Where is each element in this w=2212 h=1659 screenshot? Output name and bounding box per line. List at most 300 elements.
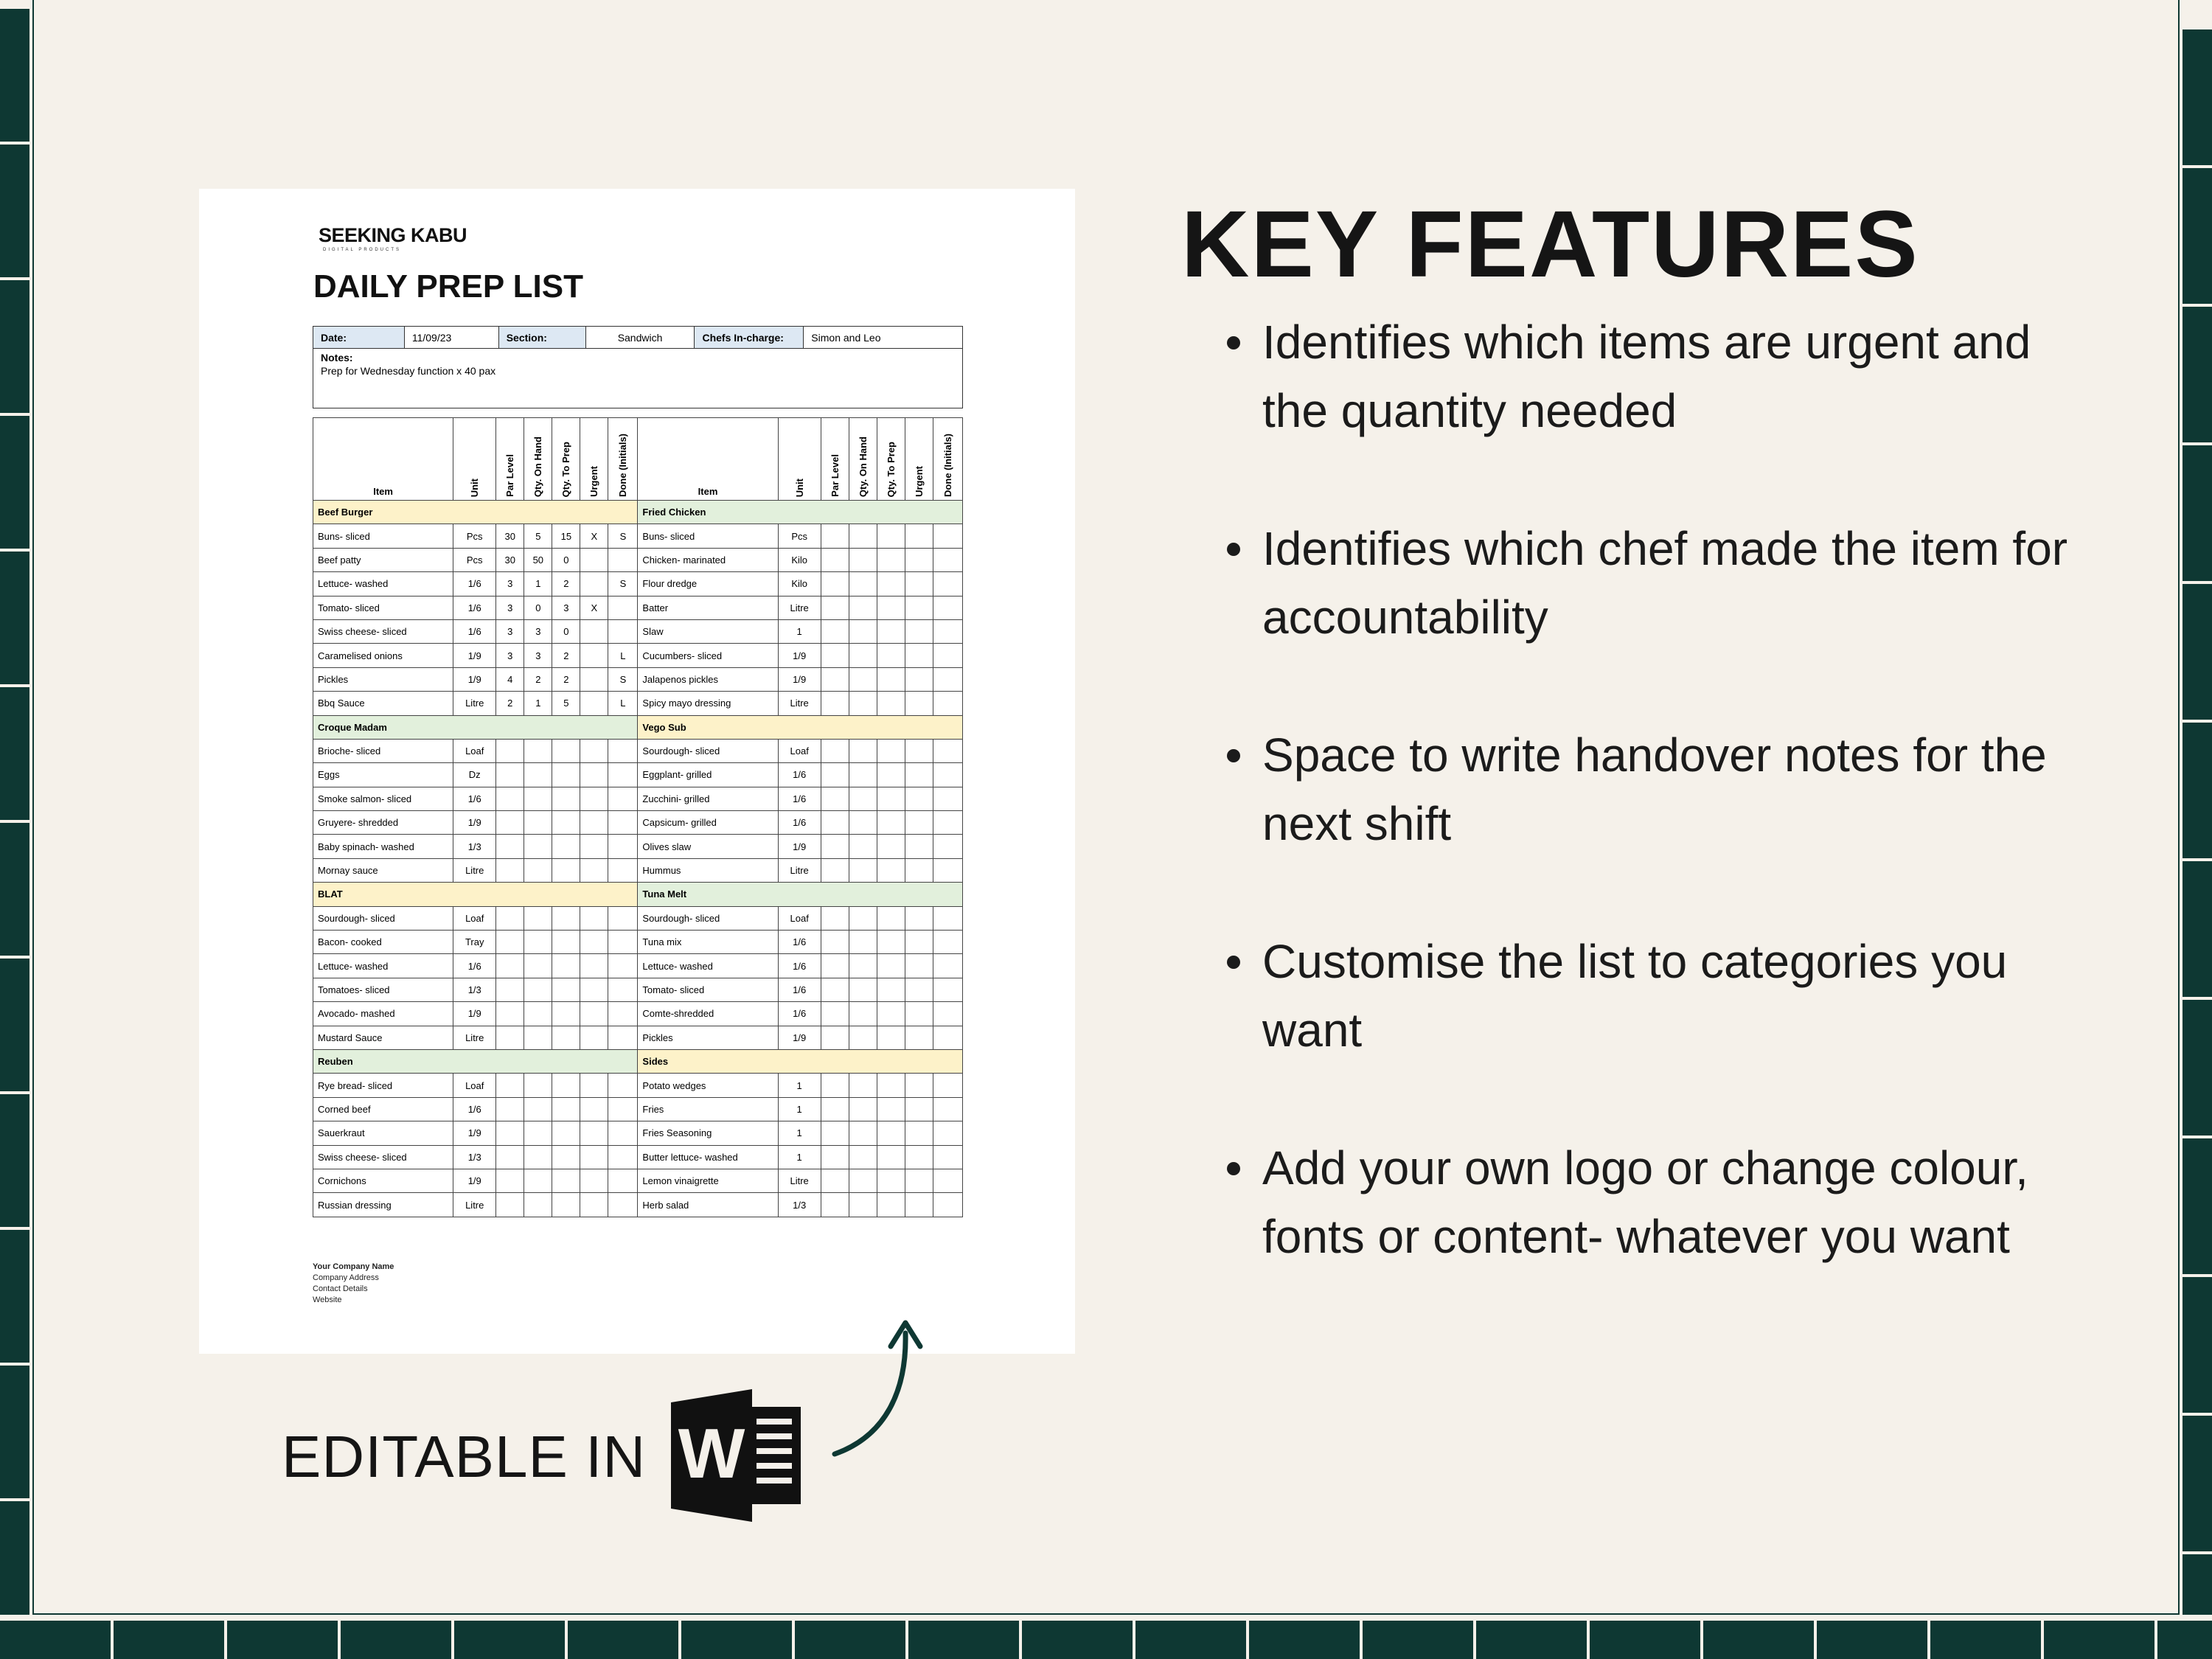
value-cell: [580, 619, 608, 643]
value-cell: 1: [778, 1121, 821, 1145]
value-cell: [933, 787, 962, 810]
value-cell: [821, 1169, 849, 1192]
value-cell: [821, 739, 849, 762]
value-cell: [821, 644, 849, 667]
company-name: Your Company Name: [313, 1262, 394, 1271]
curved-arrow-icon: [826, 1304, 944, 1466]
category-label: Tuna Melt: [638, 883, 963, 906]
value-cell: [849, 1193, 877, 1217]
value-cell: Kilo: [778, 572, 821, 596]
item-cell: Bacon- cooked: [313, 931, 453, 954]
value-cell: [877, 978, 905, 1001]
item-cell: Slaw: [638, 619, 778, 643]
value-cell: [580, 572, 608, 596]
value-cell: Litre: [453, 692, 496, 715]
value-cell: 0: [552, 548, 580, 571]
value-cell: 1/9: [453, 644, 496, 667]
value-cell: [933, 1169, 962, 1192]
value-cell: 1/6: [453, 619, 496, 643]
category-label: Fried Chicken: [638, 501, 963, 524]
value-cell: [580, 667, 608, 691]
tile: [0, 416, 29, 549]
item-cell: Capsicum- grilled: [638, 811, 778, 835]
value-cell: [877, 1193, 905, 1217]
tile: [0, 959, 29, 1091]
value-cell: 5: [524, 524, 552, 548]
item-cell: Sourdough- sliced: [313, 906, 453, 930]
value-cell: [524, 1002, 552, 1026]
value-cell: 1/9: [453, 1002, 496, 1026]
value-cell: [849, 548, 877, 571]
table-row: [313, 1002, 963, 1026]
value-cell: [580, 1193, 608, 1217]
tile: [568, 1621, 678, 1659]
chefs-label: Chefs In-charge:: [695, 327, 804, 349]
table-row: [313, 787, 963, 810]
value-cell: [580, 787, 608, 810]
value-cell: [496, 858, 524, 882]
item-cell: Gruyere- shredded: [313, 811, 453, 835]
value-cell: 1/6: [453, 787, 496, 810]
value-cell: [849, 1026, 877, 1049]
value-cell: [849, 1097, 877, 1121]
value-cell: 1/6: [778, 787, 821, 810]
item-cell: Buns- sliced: [638, 524, 778, 548]
value-cell: [877, 906, 905, 930]
value-cell: [821, 1074, 849, 1097]
table-row: [313, 811, 963, 835]
item-cell: Zucchini- grilled: [638, 787, 778, 810]
value-cell: [552, 906, 580, 930]
table-row: [313, 763, 963, 787]
item-cell: Caramelised onions: [313, 644, 453, 667]
value-cell: [552, 1002, 580, 1026]
value-cell: [877, 954, 905, 978]
value-cell: [905, 1121, 933, 1145]
value-cell: 1: [524, 572, 552, 596]
value-cell: 1: [778, 1097, 821, 1121]
value-cell: [933, 667, 962, 691]
value-cell: 1/9: [453, 1169, 496, 1192]
word-icon: [669, 1389, 805, 1522]
value-cell: 1/9: [778, 1026, 821, 1049]
value-cell: 3: [524, 644, 552, 667]
value-cell: 2: [552, 667, 580, 691]
item-cell: Sourdough- sliced: [638, 906, 778, 930]
value-cell: [877, 692, 905, 715]
value-cell: [933, 644, 962, 667]
value-cell: [933, 619, 962, 643]
tile: [0, 1094, 29, 1227]
tile: [2183, 307, 2212, 442]
value-cell: [580, 906, 608, 930]
value-cell: [933, 1074, 962, 1097]
value-cell: [496, 811, 524, 835]
value-cell: S: [608, 572, 638, 596]
value-cell: [496, 787, 524, 810]
item-cell: Smoke salmon- sliced: [313, 787, 453, 810]
table-row: [313, 1121, 963, 1145]
value-cell: Kilo: [778, 548, 821, 571]
category-row: [313, 1049, 963, 1073]
value-cell: 30: [496, 524, 524, 548]
item-cell: Baby spinach- washed: [313, 835, 453, 858]
value-cell: [552, 978, 580, 1001]
value-cell: [496, 1169, 524, 1192]
value-cell: Litre: [778, 858, 821, 882]
value-cell: [524, 1074, 552, 1097]
tile: [0, 687, 29, 820]
col-header-unit: Unit: [778, 418, 821, 501]
value-cell: [877, 1121, 905, 1145]
col-header-unit: Unit: [453, 418, 496, 501]
value-cell: [821, 548, 849, 571]
value-cell: [905, 692, 933, 715]
col-header-qty-to-prep: Qty. To Prep: [877, 418, 905, 501]
value-cell: [580, 858, 608, 882]
value-cell: Loaf: [778, 739, 821, 762]
item-cell: Chicken- marinated: [638, 548, 778, 571]
value-cell: [877, 811, 905, 835]
value-cell: [905, 978, 933, 1001]
value-cell: 1/9: [453, 667, 496, 691]
value-cell: [552, 1169, 580, 1192]
value-cell: [552, 1145, 580, 1169]
value-cell: [905, 548, 933, 571]
value-cell: [933, 954, 962, 978]
value-cell: 1/3: [453, 835, 496, 858]
value-cell: [821, 763, 849, 787]
value-cell: [821, 931, 849, 954]
table-row: [313, 739, 963, 762]
value-cell: [580, 739, 608, 762]
value-cell: [877, 1074, 905, 1097]
item-cell: Tomatoes- sliced: [313, 978, 453, 1001]
tile: [908, 1621, 1019, 1659]
value-cell: [821, 811, 849, 835]
value-cell: [608, 1121, 638, 1145]
value-cell: [524, 954, 552, 978]
table-row: [313, 978, 963, 1001]
tile: [2183, 1416, 2212, 1551]
tile: [2044, 1621, 2154, 1659]
value-cell: 1/9: [453, 811, 496, 835]
feature-item: Customise the list to categories you want: [1224, 928, 2109, 1065]
item-cell: Russian dressing: [313, 1193, 453, 1217]
value-cell: [821, 596, 849, 619]
value-cell: [580, 1169, 608, 1192]
tile: [0, 1501, 29, 1634]
value-cell: Dz: [453, 763, 496, 787]
value-cell: 1/6: [778, 811, 821, 835]
value-cell: 1/6: [778, 1002, 821, 1026]
item-cell: Cucumbers- sliced: [638, 644, 778, 667]
value-cell: [849, 1145, 877, 1169]
value-cell: [496, 1026, 524, 1049]
value-cell: [877, 572, 905, 596]
col-header-urgent: Urgent: [905, 418, 933, 501]
value-cell: [821, 906, 849, 930]
value-cell: [905, 931, 933, 954]
tile: [1930, 1621, 2041, 1659]
value-cell: [552, 811, 580, 835]
value-cell: S: [608, 667, 638, 691]
value-cell: 1: [524, 692, 552, 715]
value-cell: [524, 787, 552, 810]
value-cell: [905, 1002, 933, 1026]
value-cell: 1: [778, 1074, 821, 1097]
value-cell: [905, 739, 933, 762]
tile: [2183, 168, 2212, 304]
feature-item: Identifies which items are urgent and the quantity needed: [1224, 308, 2109, 445]
value-cell: 1: [778, 619, 821, 643]
tile: [795, 1621, 905, 1659]
value-cell: [933, 548, 962, 571]
feature-item: Add your own logo or change colour, fonts or content- whatever you want: [1224, 1134, 2109, 1271]
value-cell: 1/6: [453, 572, 496, 596]
value-cell: [496, 1121, 524, 1145]
table-row: [313, 1169, 963, 1192]
value-cell: [933, 524, 962, 548]
chefs-value: Simon and Leo: [804, 327, 963, 349]
company-website: Website: [313, 1295, 342, 1304]
table-row: [313, 619, 963, 643]
tile: [1590, 1621, 1700, 1659]
value-cell: 1/9: [778, 644, 821, 667]
value-cell: Litre: [778, 1169, 821, 1192]
item-cell: Fries Seasoning: [638, 1121, 778, 1145]
value-cell: [552, 835, 580, 858]
item-cell: Hummus: [638, 858, 778, 882]
value-cell: [608, 931, 638, 954]
header-info-table: [313, 326, 963, 349]
value-cell: [849, 1074, 877, 1097]
value-cell: [821, 835, 849, 858]
value-cell: [821, 1193, 849, 1217]
item-cell: Pickles: [638, 1026, 778, 1049]
item-cell: Mustard Sauce: [313, 1026, 453, 1049]
value-cell: [552, 1193, 580, 1217]
value-cell: [608, 811, 638, 835]
value-cell: [580, 978, 608, 1001]
value-cell: 1/6: [778, 763, 821, 787]
tile: [1249, 1621, 1360, 1659]
date-value: 11/09/23: [404, 327, 498, 349]
value-cell: [877, 644, 905, 667]
value-cell: [608, 1002, 638, 1026]
key-features-title: KEY FEATURES: [1181, 192, 1919, 297]
value-cell: [877, 1097, 905, 1121]
item-cell: Swiss cheese- sliced: [313, 1145, 453, 1169]
col-header-qty-on-hand: Qty. On Hand: [849, 418, 877, 501]
tile: [2183, 1000, 2212, 1135]
table-row: [313, 596, 963, 619]
value-cell: [849, 954, 877, 978]
tile: [1817, 1621, 1927, 1659]
value-cell: [524, 811, 552, 835]
value-cell: Loaf: [453, 1074, 496, 1097]
value-cell: [608, 1097, 638, 1121]
value-cell: [821, 954, 849, 978]
brand-logo: SEEKING KABU: [319, 224, 467, 246]
value-cell: [905, 1097, 933, 1121]
value-cell: [849, 763, 877, 787]
value-cell: Loaf: [453, 739, 496, 762]
value-cell: [608, 1026, 638, 1049]
value-cell: [496, 954, 524, 978]
brand-logo-subtitle: DIGITAL PRODUCTS: [323, 248, 402, 252]
value-cell: [849, 739, 877, 762]
tile: [2183, 723, 2212, 858]
table-row: [313, 1193, 963, 1217]
notes-text: Prep for Wednesday function x 40 pax: [321, 365, 496, 377]
value-cell: 3: [552, 596, 580, 619]
value-cell: [496, 835, 524, 858]
value-cell: [524, 739, 552, 762]
value-cell: [849, 667, 877, 691]
tile: [2183, 1277, 2212, 1413]
table-row: [313, 692, 963, 715]
value-cell: [821, 1002, 849, 1026]
value-cell: [580, 811, 608, 835]
content-panel: [34, 0, 2178, 1613]
value-cell: [524, 763, 552, 787]
value-cell: L: [608, 644, 638, 667]
bottom-tile-border: [0, 1615, 2212, 1659]
value-cell: [608, 763, 638, 787]
item-cell: Olives slaw: [638, 835, 778, 858]
value-cell: [524, 1026, 552, 1049]
notes-label: Notes:: [321, 352, 353, 364]
value-cell: X: [580, 596, 608, 619]
value-cell: [905, 524, 933, 548]
section-label: Section:: [498, 327, 585, 349]
item-cell: Pickles: [313, 667, 453, 691]
value-cell: [524, 835, 552, 858]
value-cell: 1/6: [453, 1097, 496, 1121]
item-cell: Eggplant- grilled: [638, 763, 778, 787]
tile: [114, 1621, 224, 1659]
company-contact: Contact Details: [313, 1284, 368, 1293]
col-header-done: Done (Initials): [933, 418, 962, 501]
tile: [0, 280, 29, 413]
value-cell: [905, 811, 933, 835]
value-cell: [580, 954, 608, 978]
value-cell: [933, 906, 962, 930]
value-cell: [496, 1097, 524, 1121]
item-cell: Jalapenos pickles: [638, 667, 778, 691]
col-header-qty-on-hand: Qty. On Hand: [524, 418, 552, 501]
value-cell: [877, 931, 905, 954]
category-row: [313, 501, 963, 524]
col-header-item: Item: [638, 418, 778, 501]
value-cell: [877, 787, 905, 810]
item-cell: Corned beef: [313, 1097, 453, 1121]
tile: [2183, 445, 2212, 581]
item-cell: Fries: [638, 1097, 778, 1121]
item-cell: Beef patty: [313, 548, 453, 571]
value-cell: [933, 692, 962, 715]
value-cell: [933, 739, 962, 762]
value-cell: Pcs: [453, 524, 496, 548]
value-cell: [608, 619, 638, 643]
value-cell: 3: [496, 644, 524, 667]
value-cell: [877, 763, 905, 787]
value-cell: [933, 1097, 962, 1121]
item-cell: Avocado- mashed: [313, 1002, 453, 1026]
table-row: [313, 858, 963, 882]
col-header-qty-to-prep: Qty. To Prep: [552, 418, 580, 501]
value-cell: [496, 763, 524, 787]
tile: [2183, 1138, 2212, 1274]
value-cell: 1/6: [778, 954, 821, 978]
value-cell: [877, 1169, 905, 1192]
company-footer: [313, 1262, 394, 1306]
value-cell: [933, 596, 962, 619]
key-features-list: [1224, 308, 2109, 1340]
value-cell: [552, 787, 580, 810]
table-row: [313, 572, 963, 596]
category-label: Beef Burger: [313, 501, 638, 524]
value-cell: 1/9: [778, 835, 821, 858]
item-cell: Sauerkraut: [313, 1121, 453, 1145]
value-cell: [608, 548, 638, 571]
value-cell: [933, 978, 962, 1001]
value-cell: [608, 1074, 638, 1097]
item-cell: Lettuce- washed: [638, 954, 778, 978]
editable-in-label: EDITABLE IN: [282, 1424, 647, 1489]
value-cell: [821, 978, 849, 1001]
tile: [2183, 29, 2212, 165]
value-cell: [905, 835, 933, 858]
value-cell: 1/3: [778, 1193, 821, 1217]
value-cell: [877, 739, 905, 762]
value-cell: 4: [496, 667, 524, 691]
value-cell: [552, 858, 580, 882]
table-row: [313, 644, 963, 667]
value-cell: [496, 931, 524, 954]
value-cell: Pcs: [453, 548, 496, 571]
value-cell: [905, 1145, 933, 1169]
value-cell: [821, 692, 849, 715]
value-cell: [905, 787, 933, 810]
value-cell: Litre: [778, 596, 821, 619]
company-address: Company Address: [313, 1273, 379, 1282]
value-cell: [608, 1169, 638, 1192]
value-cell: [877, 835, 905, 858]
value-cell: [496, 1193, 524, 1217]
value-cell: [608, 596, 638, 619]
value-cell: [821, 619, 849, 643]
tile: [1022, 1621, 1133, 1659]
value-cell: 2: [524, 667, 552, 691]
tile: [227, 1621, 338, 1659]
col-header-item: Item: [313, 418, 453, 501]
value-cell: [877, 1002, 905, 1026]
value-cell: [849, 906, 877, 930]
category-label: Reuben: [313, 1049, 638, 1073]
value-cell: [496, 906, 524, 930]
value-cell: [580, 931, 608, 954]
item-cell: Tomato- sliced: [313, 596, 453, 619]
col-header-par-level: Par Level: [496, 418, 524, 501]
tile: [1363, 1621, 1473, 1659]
value-cell: [524, 1097, 552, 1121]
category-row: [313, 715, 963, 739]
document-title: DAILY PREP LIST: [313, 268, 583, 305]
table-row: [313, 931, 963, 954]
item-cell: Potato wedges: [638, 1074, 778, 1097]
